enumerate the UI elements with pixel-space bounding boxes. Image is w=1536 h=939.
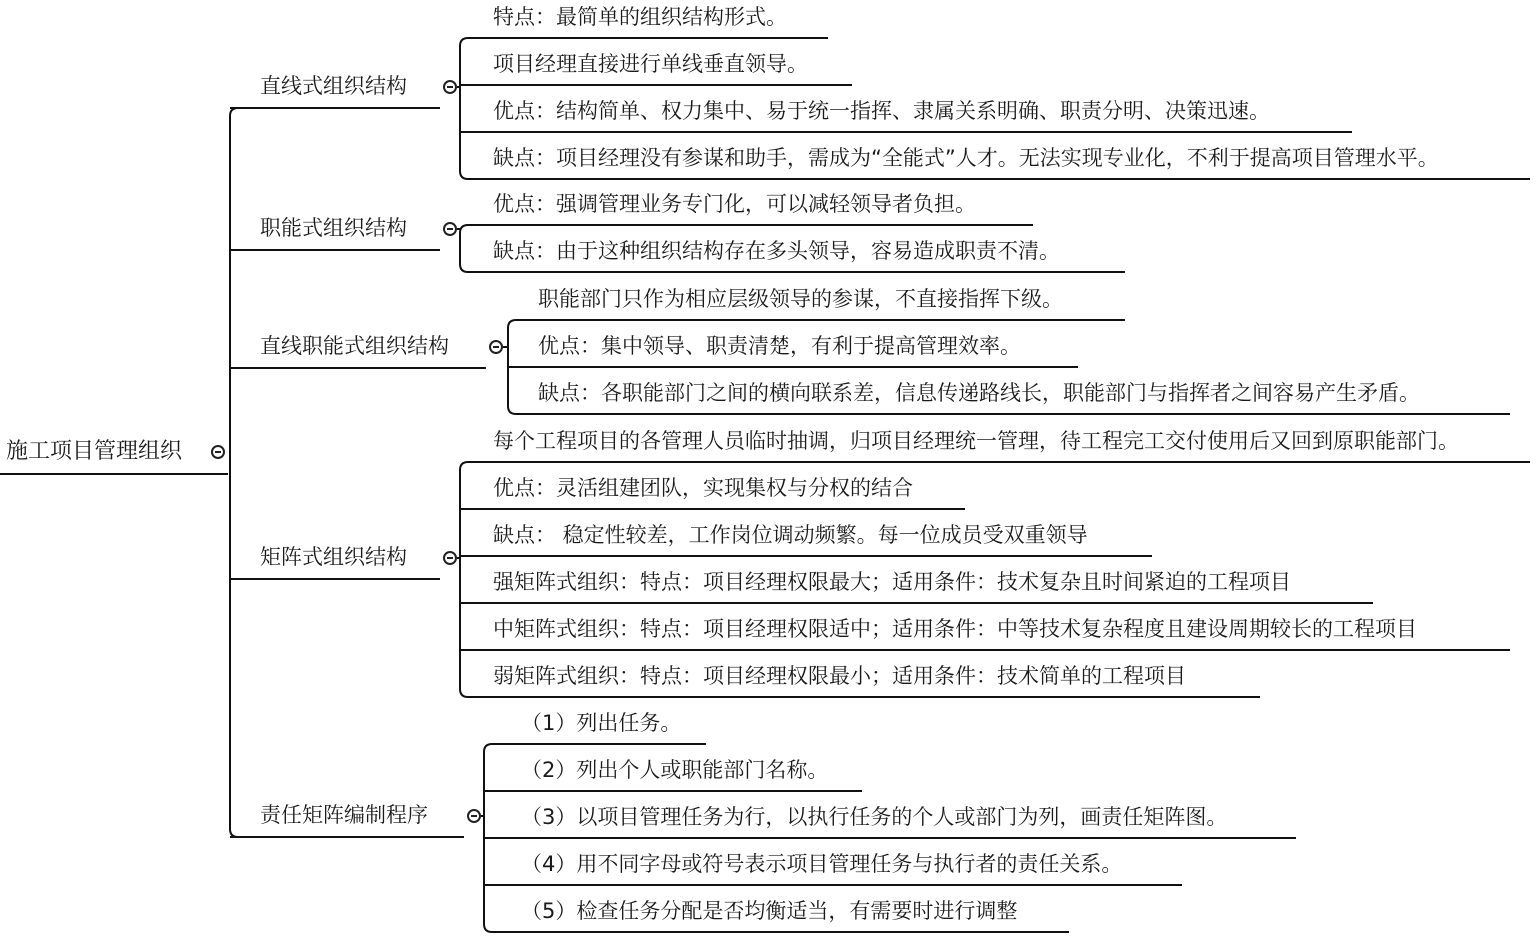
leaf-label: （1）列出任务。 [521,711,682,735]
branch-label: 职能式组织结构 [260,216,407,240]
leaf-label: 项目经理直接进行单线垂直领导。 [493,52,808,76]
root-trunk-connector [230,108,238,837]
branch-collapse-toggle[interactable] [443,222,457,236]
branch-label: 直线职能式组织结构 [260,334,449,358]
leaf-label: 缺点：各职能部门之间的横向联系差，信息传递路线长，职能部门与指挥者之间容易产生矛盾。 [538,381,1420,405]
leaf-label: 缺点： 稳定性较差，工作岗位调动频繁。每一位成员受双重领导 [493,523,1088,547]
leaf-label: 特点：最简单的组织结构形式。 [493,5,787,29]
branch-collapse-toggle[interactable] [443,80,457,94]
branch-collapse-toggle[interactable] [443,551,457,565]
leaf-label: （4）用不同字母或符号表示项目管理任务与执行者的责任关系。 [521,852,1123,876]
branch-collapse-toggle[interactable] [489,340,503,354]
branch-trunk-connector [460,462,468,697]
leaf-label: 优点：灵活组建团队，实现集权与分权的结合 [493,476,913,500]
branch-trunk-connector [460,225,468,272]
leaf-label: （3）以项目管理任务为行，以执行任务的个人或部门为列，画责任矩阵图。 [521,805,1228,829]
leaf-label: 弱矩阵式组织：特点：项目经理权限最小；适用条件：技术简单的工程项目 [493,664,1186,688]
leaf-label: （5）检查任务分配是否均衡适当，有需要时进行调整 [521,899,1018,923]
leaf-label: （2）列出个人或职能部门名称。 [521,758,829,782]
leaf-label: 每个工程项目的各管理人员临时抽调，归项目经理统一管理，待工程完工交付使用后又回到原职能部门。 [493,429,1459,453]
leaf-label: 职能部门只作为相应层级领导的参谋，不直接指挥下级。 [538,287,1063,311]
branch-label: 责任矩阵编制程序 [260,803,428,827]
leaf-label: 优点：强调管理业务专门化，可以减轻领导者负担。 [493,192,976,216]
leaf-label: 强矩阵式组织：特点：项目经理权限最大；适用条件：技术复杂且时间紧迫的工程项目 [493,570,1291,594]
branch-label: 矩阵式组织结构 [260,545,407,569]
leaf-label: 优点：集中领导、职责清楚，有利于提高管理效率。 [538,334,1021,358]
root-collapse-toggle[interactable] [211,445,225,459]
leaf-label: 缺点：由于这种组织结构存在多头领导，容易造成职责不清。 [493,239,1060,263]
branch-label: 直线式组织结构 [260,74,407,98]
root-node-label: 施工项目管理组织 [6,439,183,464]
leaf-label: 中矩阵式组织：特点：项目经理权限适中；适用条件：中等技术复杂程度且建设周期较长的工程项目 [493,617,1417,641]
branch-trunk-connector [460,38,468,179]
branch-collapse-toggle[interactable] [467,809,481,823]
leaf-label: 缺点：项目经理没有参谋和助手，需成为“全能式”人才。无法实现专业化，不利于提高项目管理水平。 [493,146,1439,170]
leaf-label: 优点：结构简单、权力集中、易于统一指挥、隶属关系明确、职责分明、决策迅速。 [493,99,1270,123]
